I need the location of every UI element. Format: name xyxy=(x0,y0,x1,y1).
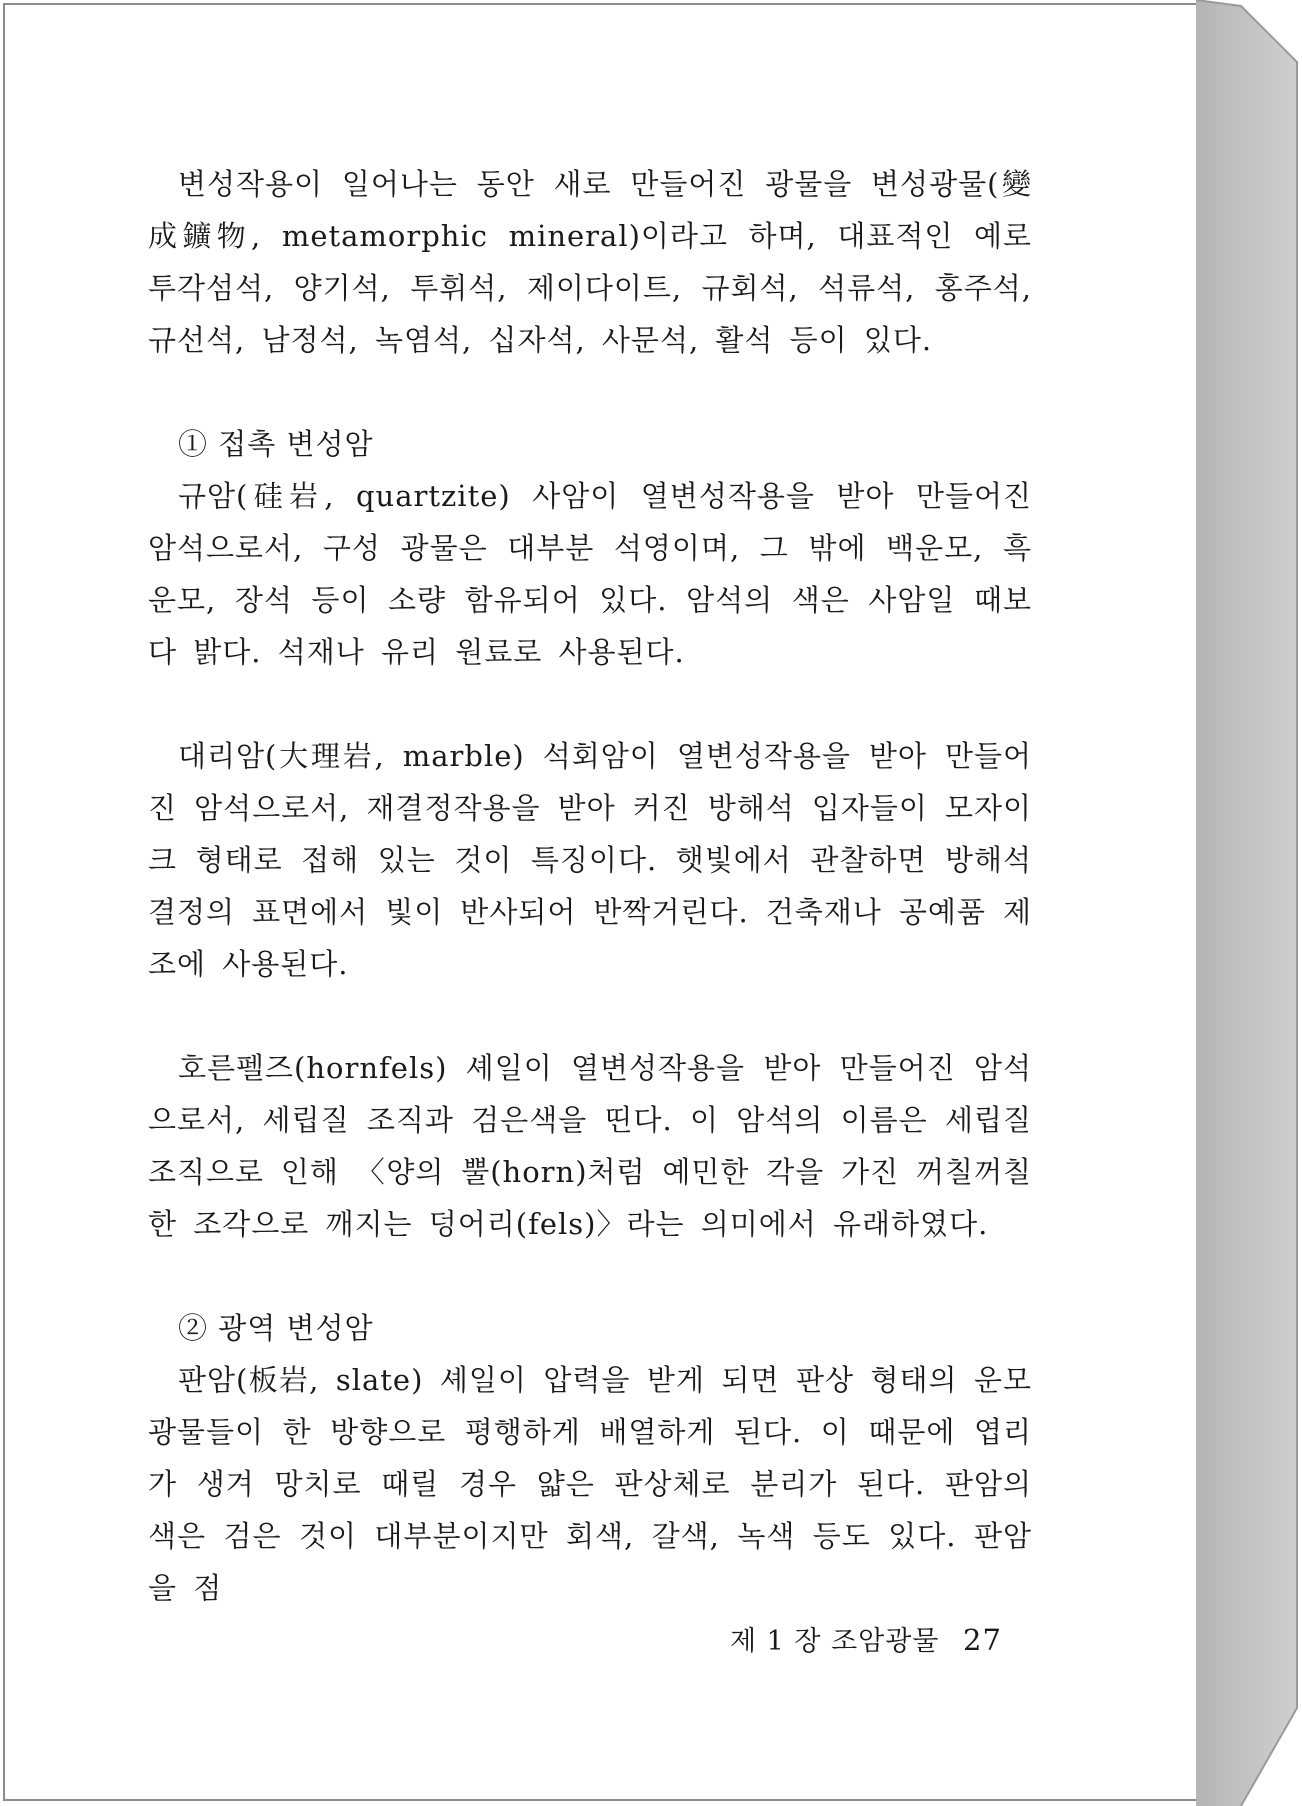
section-heading-regional-metamorphic: ② 광역 변성암 xyxy=(178,1311,374,1345)
page-number: 27 xyxy=(963,1623,1002,1657)
hornfels-paragraph: 호른펠즈(hornfels) 셰일이 열변성작용을 받아 만들어진 암석으로서, 세립질 조직과 검은색을 띤다. 이 암석의 이름은 세립질 조직으로 인해 〈양의 뿔(horn)처럼 예민한 각을 가진 꺼칠꺼칠한 조각으로 깨지는 덩어리(fels)〉라는 의미에서 유래하였다. xyxy=(148,1051,1032,1241)
quartzite-paragraph: 규암(硅岩, quartzite) 사암이 열변성작용을 받아 만들어진 암석으로서, 구성 광물은 대부분 석영이며, 그 밖에 백운모, 흑운모, 장석 등이 소량 함유되어 있다. 암석의 색은 사암일 때보다 밝다. 석재나 유리 원료로 사용된다. xyxy=(148,479,1032,669)
page-footer xyxy=(730,1620,1010,1662)
page-content xyxy=(148,158,1032,1614)
paragraph-gap xyxy=(148,366,1032,418)
chapter-title: 제 1 장 조암광물 xyxy=(730,1626,940,1657)
marble-paragraph: 대리암(大理岩, marble) 석회암이 열변성작용을 받아 만들어진 암석으로서, 재결정작용을 받아 커진 방해석 입자들이 모자이크 형태로 접해 있는 것이 특징이다. 햇빛에서 관찰하면 방해석 결정의 표면에서 빛이 반사되어 반짝거린다. 건축재나 공예품 제조에 사용된다. xyxy=(148,739,1032,981)
paragraph-gap xyxy=(148,1250,1032,1302)
page-edge-shading xyxy=(1196,0,1302,1806)
intro-paragraph: 변성작용이 일어나는 동안 새로 만들어진 광물을 변성광물(變成鑛物, metamorphic mineral)이라고 하며, 대표적인 예로 투각섬석, 양기석, 투휘석, 제이다이트, 규회석, 석류석, 홍주석, 규선석, 남정석, 녹염석, 십자석, 사문석, 활석 등이 있다. xyxy=(148,167,1032,357)
paragraph-gap xyxy=(148,678,1032,730)
slate-paragraph: 판암(板岩, slate) 셰일이 압력을 받게 되면 판상 형태의 운모 광물들이 한 방향으로 평행하게 배열하게 된다. 이 때문에 엽리가 생겨 망치로 때릴 경우 얇은 판상체로 분리가 된다. 판암의 색은 검은 것이 대부분이지만 회색, 갈색, 녹색 등도 있다. 판암을 점 xyxy=(148,1363,1032,1605)
section-heading-contact-metamorphic: ① 접촉 변성암 xyxy=(178,427,374,461)
paragraph-gap xyxy=(148,990,1032,1042)
